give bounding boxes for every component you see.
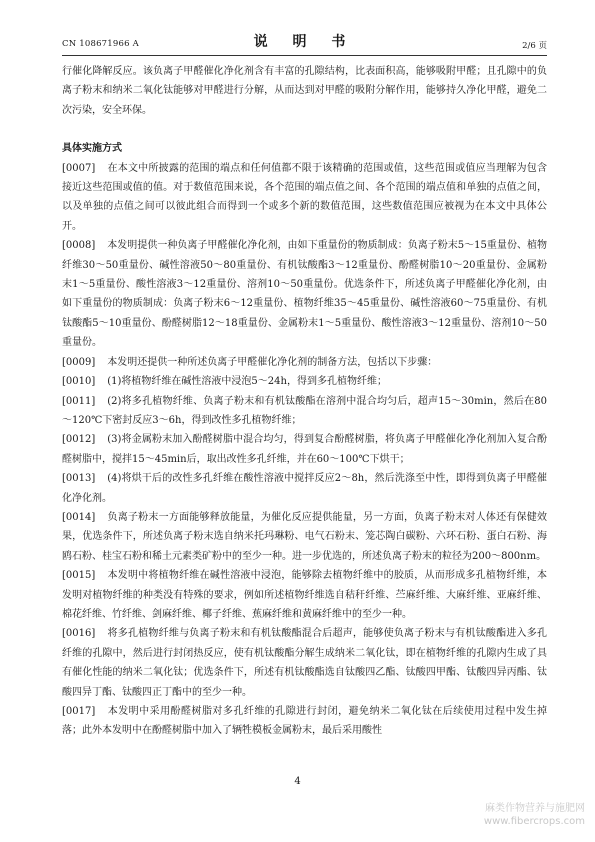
watermark-site-name: 麻类作物营养与施肥网 — [485, 803, 585, 814]
paragraph-0010 — [62, 372, 547, 391]
paragraph-number: [0008] — [62, 240, 96, 252]
paragraph-text: 将多孔植物纤维与负离子粉末和有机钛酸酯混合后超声，能够使负离子粉末与有机钛酸酯进入多孔纤维的孔隙中，然后进行封闭热反应，使有机钛酸酯分解生成纳米二氧化钛，即在植物纤维的孔隙内生成了具有催化性能的纳米二氧化钛；优选条件下，所述有机钛酸酯选自钛酸四乙酯、钛酸四甲酯、钛酸四异丙酯、钛酸四异丁酯、钛酸四正丁酯中的至少一种。 — [62, 628, 547, 698]
page-number: 4 — [294, 776, 301, 787]
paragraph-text: (2)将多孔植物纤维、负离子粉末和有机钛酸酯在溶剂中混合均匀后，超声15～30min，然后在80～120℃下密封反应3～6h，得到改性多孔植物纤维； — [62, 395, 547, 426]
paragraph-number: [0013] — [62, 473, 96, 485]
paragraph-0015 — [62, 566, 547, 624]
header-divider — [62, 55, 547, 56]
paragraph-0011 — [62, 392, 547, 431]
paragraph-text: 本发明还提供一种所述负离子甲醛催化净化剂的制备方法，包括以下步骤： — [107, 356, 438, 368]
document-title: 说 明 书 — [253, 34, 356, 50]
paragraph-number: [0010] — [62, 376, 96, 388]
paragraph-number: [0017] — [62, 706, 96, 717]
intro-paragraph: 行催化降解反应。该负离子甲醛催化净化剂含有丰富的孔隙结构，比表面积高，能够吸附甲醛；且孔隙中的负离子粉末和纳米二氧化钛能够对甲醛进行分解，从而达到对甲醛的吸附分解作用，能够持久净化甲醛，避免二次污染，安全环保。 — [62, 66, 547, 116]
page-indicator: 2/6 页 — [522, 41, 547, 51]
paragraph-0013 — [62, 469, 547, 508]
paragraph-number: [0014] — [62, 511, 96, 523]
paragraph-text: 本发明中采用酚醛树脂对多孔纤维的孔隙进行封闭，避免纳米二氧化钛在后续使用过程中发生掉落；此外本发明中在酚醛树脂中加入了辆牲模板金属粉末，最后采用酸性 — [62, 706, 547, 737]
page-header — [62, 34, 547, 51]
paragraph-number: [0016] — [62, 628, 96, 640]
paragraph-0007 — [62, 159, 547, 237]
paragraph-0009 — [62, 353, 547, 372]
site-watermark — [484, 802, 585, 828]
paragraph-text: (1)将植物纤维在碱性溶液中浸泡5～24h，得到多孔植物纤维； — [107, 376, 387, 388]
paragraph-text: 负离子粉末一方面能够释放能量，为催化反应提供能量，另一方面，负离子粉末对人体还有保健效果，优选条件下，所述负离子粉末选自纳米托玛琳粉、电气石粉末、笼芯陶白碳粉、六环石粉、蛋白石粉、海鸥石粉、桂宝石粉和稀土元素类矿粉中的至少一种。进一步优选的，所述负离子粉末的粒径为200～800nm。 — [62, 511, 547, 562]
paragraph-text: 本发明中将植物纤维在碱性溶液中浸泡，能够除去植物纤维中的胶质，从而形成多孔植物纤维，本发明对植物纤维的种类没有特殊的要求，例如所述植物纤维选自秸秆纤维、苎麻纤维、大麻纤维、亚麻纤维、棉花纤维、竹纤维、剑麻纤维、椰子纤维、蕉麻纤维和黄麻纤维中的至少一种。 — [62, 570, 547, 620]
publication-number: CN 108671966 A — [62, 39, 139, 49]
paragraph-0012 — [62, 430, 547, 469]
document-body — [62, 62, 547, 741]
paragraph-0014 — [62, 508, 547, 566]
paragraph-text: (3)将金属粉末加入酚醛树脂中混合均匀，得到复合酚醛树脂，将负离子甲醛催化净化剂加入复合酚醛树脂中，搅拌15～45min后，取出改性多孔纤维，并在60～100℃下烘干； — [62, 434, 547, 465]
paragraph-text: 本发明提供一种负离子甲醛催化净化剂，由如下重量份的物质制成：负离子粉末5～15重量份、植物纤维30～50重量份、碱性溶液50～80重量份、有机钛酸酯3～12重量份、酚醛树脂10～20重量份、金属粉末1～5重量份、酸性溶液3～12重量份、溶剂10～50重量份。优选条件下，所述负离子甲醛催化净化剂，由如下重量份的物质制成：负离子粉末6～12重量份、植物纤维35～45重量份、碱性溶液60～75重量份、有机钛酸酯5～10重量份、酚醛树脂12～18重量份、金属粉末1～5重量份、酸性溶液3～12重量份、溶剂10～50重量份。 — [62, 240, 547, 349]
paragraph-number: [0007] — [62, 162, 96, 174]
paragraph-text: 在本文中所披露的范围的端点和任何值都不限于该精确的范围或值，这些范围或值应当理解为包含接近这些范围或值的值。对于数值范围来说，各个范围的端点值之间、各个范围的端点值和单独的点值之间，以及单独的点值之间可以彼此组合而得到一个或多个新的数值范围，这些数值范围应被视为在本文中具体公开。 — [62, 162, 547, 232]
section-heading: 具体实施方式 — [62, 143, 122, 155]
watermark-url: www.fibercrops.com — [483, 816, 585, 827]
paragraph-number: [0012] — [62, 434, 96, 446]
paragraph-0017 — [62, 702, 547, 741]
paragraph-0016 — [62, 624, 547, 702]
paragraph-number: [0011] — [62, 395, 96, 407]
paragraph-0008 — [62, 236, 547, 352]
paragraph-text: (4)将烘干后的改性多孔纤维在酸性溶液中搅拌反应2～8h，然后洗涤至中性，即得到负离子甲醛催化净化剂。 — [62, 473, 547, 504]
paragraph-number: [0015] — [62, 570, 96, 582]
paragraph-number: [0009] — [62, 356, 96, 368]
